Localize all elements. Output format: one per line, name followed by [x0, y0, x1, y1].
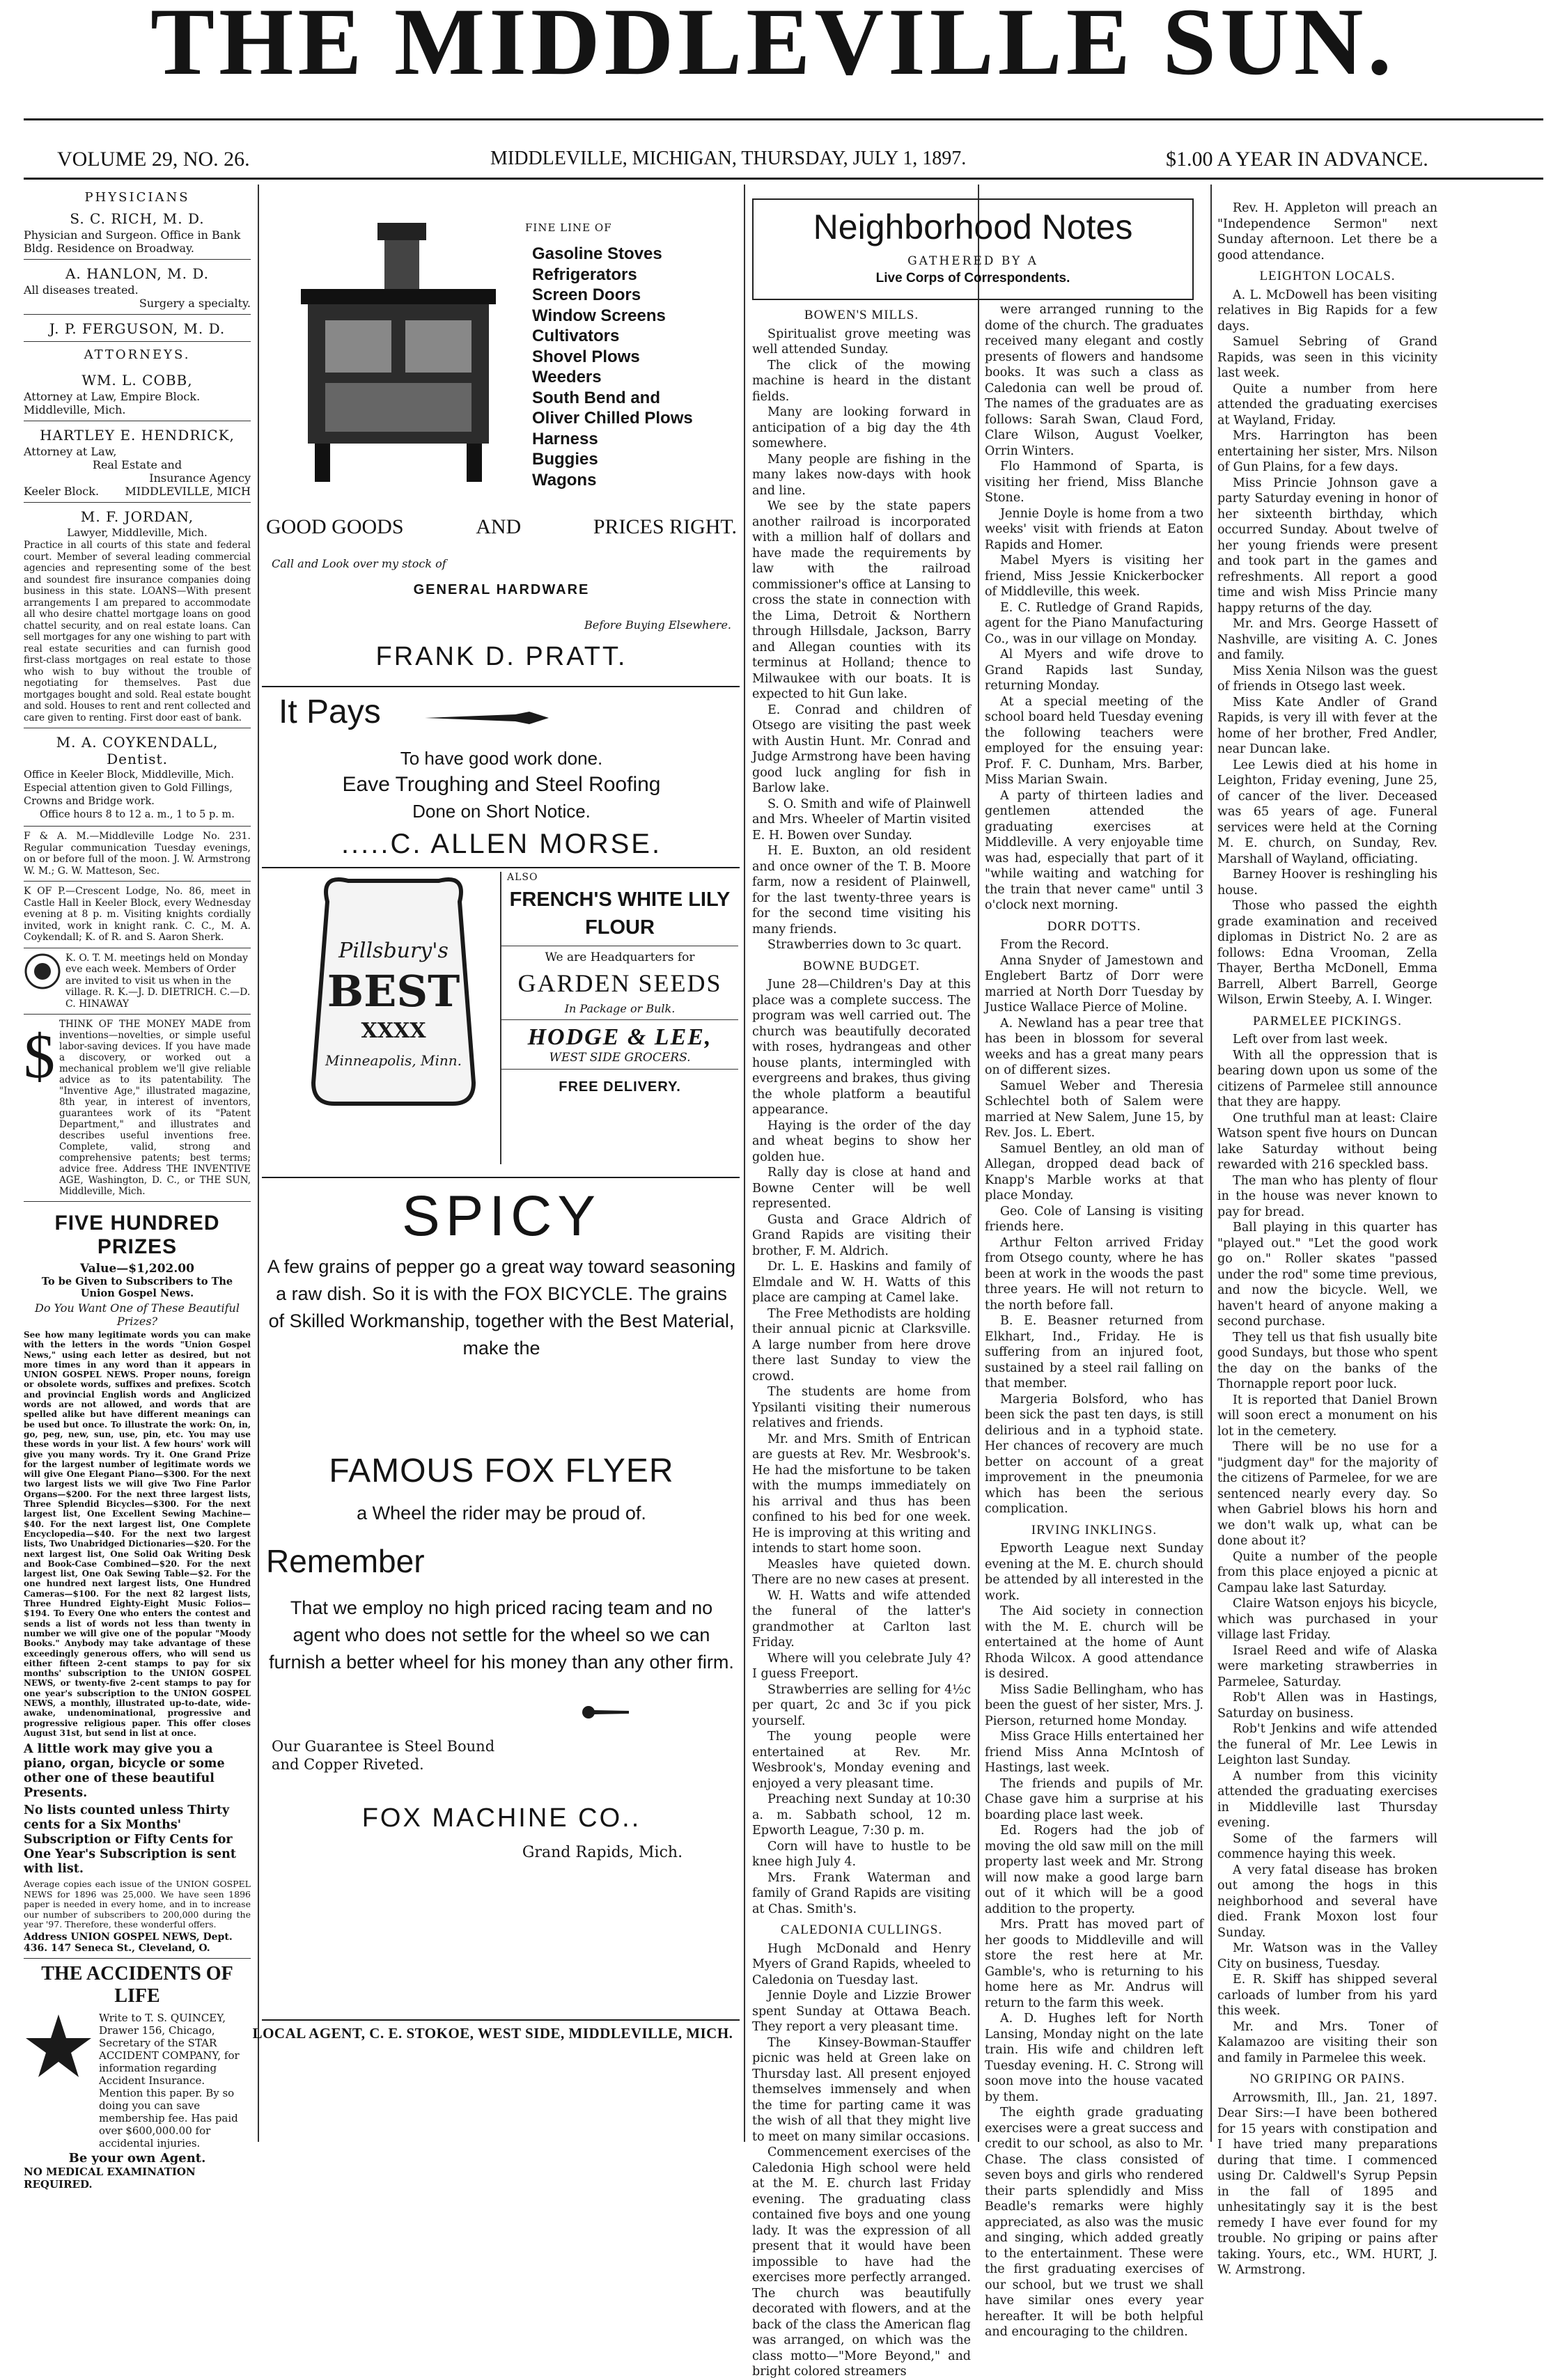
news-item: The man who has plenty of flour in the house was never known to pay for bread.	[1217, 1173, 1437, 1219]
pointing-hand-icon	[425, 710, 550, 726]
news-item: The friends and pupils of Mr. Chase gave him a surprise at his boarding place last week.	[985, 1776, 1203, 1822]
news-item: They tell us that fish usually bite good Sundays, but those who spent the day on the banks of the Thornapple report poor luck.	[1217, 1330, 1437, 1391]
prizes-fine-print: Average copies each issue of the UNION GOSPEL NEWS for 1896 was 25,000. We have seen 1896 paper is needed in every home, and in to increase our number of subscribers to 200,000 during the year '97. Therefore, these wonderful offers.	[24, 1879, 251, 1930]
hardware-item: Shovel Plows	[532, 347, 640, 366]
news-item: Gusta and Grace Aldrich of Grand Rapids are visiting their brother, F. M. Aldrich.	[752, 1212, 971, 1258]
news-item: were arranged running to the dome of the church. The graduates received many elegant and costly presents of flowers and handsome books. It was such a class as Caledonia can well be proud of. The names of the graduates are as follows: Sarah Swan, Claud Ford, Clare Wilson, August Voelker, Orrin Winters.	[985, 303, 1203, 458]
card-rich-text: Physician and Surgeon. Office in Bank Bldg. Residence on Broadway.	[24, 228, 241, 255]
card-hendrick-line1: Attorney at Law,	[24, 445, 117, 458]
ad-divider	[262, 686, 740, 687]
card-divider	[24, 1014, 251, 1015]
card-hendrick-line4	[24, 485, 251, 498]
hardware-item: Window Screens	[532, 306, 666, 325]
news-item: Some of the farmers will commence haying this week.	[1217, 1831, 1437, 1861]
news-item: Arrowsmith, Ill., Jan. 21, 1897. Dear Sirs:—I have been bothered for 15 years with constipation and I have tried many preparations during that time. I commenced using Dr. Caldwell's Syrup Pepsin in the fall of 1895 and unhesitatingly say it is the best remedy I have ever found for my trouble. No griping or pains after taking. Yours, etc., WM. HURT, J. W. Armstrong.	[1217, 2090, 1437, 2277]
news-item: E. C. Rutledge of Grand Rapids, agent for the Piano Manufacturing Co., was in our village on Monday.	[985, 600, 1203, 646]
prices-right: PRICES RIGHT.	[593, 515, 737, 538]
hardware-ad	[266, 202, 737, 550]
news-item: Barney Hoover is reshingling his house.	[1217, 868, 1437, 898]
free-delivery: FREE DELIVERY.	[559, 1079, 681, 1095]
card-coykendall-text: Office in Keeler Block, Middleville, Mich. Especial attention given to Gold Fillings, Crowns and Bridge work.	[24, 769, 234, 807]
section-heading: NO GRIPING OR PAINS.	[1249, 2072, 1405, 2086]
section-heading: PARMELEE PICKINGS.	[1253, 1013, 1402, 1028]
news-item: Measles have quieted down. There are no new cases at present.	[752, 1557, 971, 1587]
news-item: Mabel Myers is visiting her friend, Miss Jessie Knickerbocker of Middleville, this week.	[985, 554, 1203, 599]
fox-company: FOX MACHINE CO..	[361, 1803, 641, 1833]
news-item: Hugh McDonald and Henry Myers of Grand Rapids, wheeled to Caledonia on Tuesday last.	[752, 1941, 971, 1987]
news-item: Rally day is close at hand and Bowne Center will be well represented.	[752, 1166, 971, 1211]
neighborhood-notes-banner	[752, 198, 1194, 300]
directory-column	[24, 185, 251, 2191]
card-hendrick-line2: Real Estate and	[92, 458, 182, 471]
news-item: S. O. Smith and wife of Plainwell and Mrs. Wheeler of Martin visited E. H. Bowen over Sunday.	[752, 797, 971, 843]
news-item: Al Myers and wife drove to Grand Rapids last Sunday, returning Monday.	[985, 648, 1203, 693]
general-hardware: GENERAL HARDWARE	[413, 582, 590, 597]
fox-guarantee: Our Guarantee is Steel Bound and Copper Riveted.	[272, 1738, 495, 1773]
news-item: A. L. McDowell has been visiting relatives in Big Rapids for a few days.	[1217, 288, 1437, 334]
morse-line2: Eave Troughing and Steel Roofing	[342, 773, 661, 796]
prizes-title: FIVE HUNDRED PRIZES	[54, 1212, 220, 1258]
news-item: A. Newland has a pear tree that has been in blossom for several weeks and has a great many pears on of different sizes.	[985, 1016, 1203, 1077]
card-divider	[24, 826, 251, 827]
frenchs-flour: FRENCH'S WHITE LILY FLOUR	[509, 888, 731, 939]
news-item: Where will you celebrate July 4? I guess Freeport.	[752, 1651, 971, 1681]
news-item: Corn will have to hustle to be knee high July 4.	[752, 1839, 971, 1869]
news-item: Arthur Felton arrived Friday from Otsego county, where he has been at work in the woods the past three years. He will not return to the north before fall.	[985, 1235, 1203, 1313]
card-jordan-sub: Lawyer, Middleville, Mich.	[67, 526, 208, 539]
news-item: Rob't Jenkins and wife attended the funeral of Mr. Lee Lewis in Leighton last Sunday.	[1217, 1722, 1437, 1767]
news-item: Mr. Watson was in the Valley City on business, Tuesday.	[1217, 1941, 1437, 1971]
news-item: B. E. Beasner returned from Elkhart, Ind., Friday. He is suffering from an injured foot, sustained by a steel rail falling on that member.	[985, 1314, 1203, 1391]
accidents-no-exam: NO MEDICAL EXAMINATION REQUIRED.	[24, 2165, 196, 2191]
ad-divider	[262, 867, 740, 868]
place-and-date: MIDDLEVILLE, MICHIGAN, THURSDAY, JULY 1, 1897.	[490, 148, 967, 169]
news-item: Miss Xenia Nilson was the guest of friends in Otsego last week.	[1217, 664, 1437, 694]
news-item: Many are looking forward in anticipation of a big day the 4th somewhere.	[752, 405, 971, 451]
sack-xxxx: XXXX	[361, 1019, 426, 1043]
news-item: The Free Methodists are holding their annual picnic at Clarksville. A large number from here drove there last Sunday to view the crowd.	[752, 1306, 971, 1384]
star-emblem-icon	[24, 2012, 93, 2081]
news-item: Many people are fishing in the many lakes now-days with hook and line.	[752, 452, 971, 498]
news-item: It is reported that Daniel Brown will soon erect a monument on his lot in the cemetery.	[1217, 1393, 1437, 1439]
news-item: Miss Grace Hills entertained her friend Miss Anna McIntosh of Hastings, last week.	[985, 1730, 1203, 1775]
notes-column-c	[1217, 201, 1437, 2277]
card-divider	[24, 1958, 251, 1959]
news-item: The Kinsey-Bowman-Stauffer picnic was held at Green lake on Thursday last. All present enjoyed themselves immensely and when the time for parting came it was the wish of all that they might live to meet on many similar occasions.	[752, 2035, 971, 2144]
card-hendrick-town: MIDDLEVILLE, MICH	[125, 485, 251, 498]
garden-seeds: GARDEN SEEDS	[517, 969, 722, 997]
news-item: Jennie Doyle is home from a two weeks' visit with friends at Eaton Rapids and Homer.	[985, 506, 1203, 552]
ad-divider	[262, 1177, 740, 1178]
news-item: A. D. Hughes left for North Lansing, Monday night on the late train. His wife and children left Tuesday evening. H. C. Strong will soon move into the house vacated by them.	[985, 2012, 1203, 2104]
sack-brand: Pillsbury's	[338, 939, 449, 963]
news-item: Ball playing in this quarter has "played out." "Let the good work go on." Roller skates "passed under the rod" some time previous, and now the bicycle. Well, we haven't heard of anyone making a second purchase.	[1217, 1221, 1437, 1329]
flour-sack-illustration-icon	[299, 874, 488, 1111]
card-divider	[24, 502, 251, 503]
news-item: At a special meeting of the school board held Tuesday evening the following teachers were employed for the ensuing year: Prof. F. C. Dunham, Mrs. Barber, Miss Marian Swain.	[985, 694, 1203, 787]
section-heading: BOWNE BUDGET.	[803, 958, 920, 973]
card-divider	[501, 1069, 738, 1070]
morse-text	[272, 745, 731, 824]
column-rule-1	[258, 185, 259, 2142]
lodge-masons: F & A. M.—Middleville Lodge No. 231. Regular communication Tuesday evenings, on or before full of the moon. J. W. Armstrong W. M.; G. W. Matteson, Sec.	[24, 831, 251, 877]
merchant-pratt: FRANK D. PRATT.	[375, 642, 627, 671]
news-item: The eighth grade graduating exercises were a great success and credit to our school, as also to Mr. Chase. The class consisted of seven boys and girls who rendered their parts splendidly and Miss Beadle's remarks were highly appreciated, as also was the music and singing, which added greatly to the entertainment. These were the first graduating exercises of our school, but we trust we shall have similar ones every year hereafter. It will be both helpful and encouraging to the children.	[985, 2106, 1203, 2339]
attorneys-heading: ATTORNEYS.	[84, 347, 191, 362]
it-pays: It Pays	[279, 694, 381, 730]
news-item: Mr. and Mrs. George Hassett of Nashville, are visiting A. C. Jones and family.	[1217, 617, 1437, 662]
news-item: One truthful man at least: Claire Watson spent five hours on Duncan lake Saturday without being rewarded with 216 speckled bass.	[1217, 1111, 1437, 1172]
morse-line1: To have good work done.	[400, 748, 603, 769]
notes-column-a	[752, 302, 971, 2379]
remember-heading: Remember	[266, 1543, 425, 1579]
section-heading: CALEDONIA CULLINGS.	[780, 1923, 943, 1937]
news-item: The students are home from Ypsilanti visiting their numerous relatives and friends.	[752, 1385, 971, 1430]
subscription-price: $1.00 A YEAR IN ADVANCE.	[1166, 148, 1428, 171]
accidents-text: Write to T. S. QUINCEY, Drawer 156, Chicago, Secretary of the STAR ACCIDENT COMPANY, for information regarding Accident Insurance. Mention this paper. By so doing you can save membership fee. Has paid over $600,000.00 for accidental injuries.	[99, 2011, 240, 2150]
hardware-item: Oliver Chilled Plows	[532, 409, 693, 428]
card-divider	[24, 881, 251, 882]
news-item: Mr. and Mrs. Toner of Kalamazoo are visiting their son and family in Parmelee this week.	[1217, 2019, 1437, 2065]
maccabees-emblem-icon	[24, 953, 61, 990]
fox-paragraph-2: That we employ no high priced racing team and no agent who does not settle for the wheel so we can furnish a better wheel for his money than any other firm.	[269, 1597, 734, 1673]
section-heading: BOWEN'S MILLS.	[804, 308, 919, 322]
news-item: Mrs. Harrington has been entertaining her sister, Mrs. Nilson of Gun Plains, for a few days.	[1217, 429, 1437, 474]
card-hanlon-specialty: Surgery a specialty.	[139, 297, 251, 310]
news-item: W. H. Watts and wife attended the funeral of the latter's grandmother at Carlton last Friday.	[752, 1588, 971, 1650]
news-item: Commencement exercises of the Caledonia High school were held at the M. E. church last Friday evening. The graduating class contained five boys and one young lady. It was the expression of all present that it would have been impossible to have had the exercises more perfectly arranged. The church was beautifully decorated with flowers, and at the back of the class the American flag was arranged, on which was the class motto—"More Beyond," and bright colored streamers	[752, 2145, 971, 2379]
masthead-rule-top	[24, 118, 1543, 120]
news-item: Miss Kate Andler of Grand Rapids, is very ill with fever at the home of her brother, Fred Andler, near Duncan lake.	[1217, 695, 1437, 756]
news-item: Ed. Rogers had the job of moving the old saw mill on the mill property last week and Mr. Strong will now make a good large barn out of it which will be a good addition to the property.	[985, 1824, 1203, 1916]
news-item: Samuel Weber and Theresia Schlechtel both of Salem were married at New Salem, June 15, by Rev. Jos. L. Ebert.	[985, 1079, 1203, 1140]
news-item: Miss Princie Johnson gave a party Saturday evening in honor of her sixteenth birthday, which occurred Sunday. About twelve of her young friends were present and took part in the games and refreshments. All report a good time and wish Miss Princie many happy returns of the day.	[1217, 476, 1437, 616]
news-item: A party of thirteen ladies and gentlemen attended the graduating exercises at Middleville. A very enjoyable time was had, especially that part of it "while waiting and watching for the train that never came" until 3 o'clock next morning.	[985, 788, 1203, 912]
notes-column-b	[985, 302, 1203, 2339]
news-item: The click of the mowing machine is heard in the distant fields.	[752, 358, 971, 404]
news-item: E. R. Skiff has shipped several carloads of lumber from his yard this week.	[1217, 1973, 1437, 2018]
news-item: Strawberries are selling for 4½c per quart, 2c and 3c if you pick yourself.	[752, 1682, 971, 1728]
morse-line3: Done on Short Notice.	[412, 801, 591, 822]
news-item: Claire Watson enjoys his bicycle, which was purchased in your village last Friday.	[1217, 1597, 1437, 1642]
headquarters: We are Headquarters for	[545, 950, 695, 964]
column-rule-2	[744, 185, 745, 2142]
sack-city: Minneapolis, Minn.	[325, 1052, 462, 1069]
news-item: Left over from last week.	[1233, 1033, 1388, 1047]
hardware-item: Screen Doors	[532, 285, 641, 304]
hardware-item: Wagons	[532, 470, 597, 490]
card-divider	[24, 341, 251, 342]
news-item: Mrs. Pratt has moved part of her goods to Middleville and will store the rest here at Mr. Gamble's, who is returning to his home here as Mr. Andrus will return to the farm this week.	[985, 1918, 1203, 2010]
card-divider	[24, 259, 251, 260]
lodge-maccabees-text: K. O. T. M. meetings held on Monday eve each week. Members of Order are invited to visit us when in the village. R. K.—J. D. DIETRICH. C.—D. C. HINAWAY	[65, 952, 251, 1010]
news-item: The young people were entertained at Rev. Mr. Wesbrook's, Monday evening and enjoyed a very pleasant time.	[752, 1730, 971, 1791]
news-item: From the Record.	[1000, 938, 1109, 952]
hardware-item: Weeders	[532, 368, 602, 386]
volume-number: VOLUME 29, NO. 26.	[57, 148, 250, 171]
card-rich-name: S. C. RICH, M. D.	[70, 210, 205, 227]
news-item: E. Conrad and children of Otsego are visiting the past week with Austin Hunt. Mr. Conrad and Judge Armstrong have been having good luck angling for fish in Barlow lake.	[752, 703, 971, 795]
news-item: Israel Reed and wife of Alaska were marketing strawberries in Parmelee, Saturday.	[1217, 1643, 1437, 1689]
west-side-grocers: WEST SIDE GROCERS.	[549, 1051, 691, 1065]
card-hanlon-text: All diseases treated.	[24, 283, 139, 297]
physicians-heading: PHYSICIANS	[84, 190, 190, 205]
card-jordan-name: M. F. JORDAN,	[80, 508, 194, 525]
news-item: June 28—Children's Day at this place was a complete success. The program was well carried out. The church was beautifully decorated with roses, hydrangeas and other house plants, intermingled with evergreens and brakes, thus giving the whole platform a beautiful appearance.	[752, 978, 971, 1117]
news-item: The Aid society in connection with the M. E. church will be entertained at the home of Aunt Rhoda Wilcox. A good attendance is desired.	[985, 1604, 1203, 1681]
news-item: A number from this vicinity attended the graduating exercises in Middleville last Thursday evening.	[1217, 1769, 1437, 1830]
prizes-address: Address UNION GOSPEL NEWS, Dept. 436. 147 Seneca St., Cleveland, O.	[24, 1931, 233, 1954]
prizes-little-work: A little work may give you a piano, organ, bicycle or some other one of these beautiful Presents.	[24, 1742, 225, 1801]
column-rule-3	[978, 185, 979, 2142]
accidents-own-agent: Be your own Agent.	[68, 2150, 206, 2166]
sack-best: BEST	[327, 966, 460, 1017]
hodge-lee: HODGE & LEE,	[527, 1024, 712, 1050]
pointing-hand-icon	[582, 1705, 630, 1719]
card-coykendall-hours: Office hours 8 to 12 a. m., 1 to 5 p. m.	[40, 809, 235, 820]
prizes-no-lists: No lists counted unless Thirty cents for a Six Months' Subscription or Fifty Cents for One Year's Subscription is sent with list.	[24, 1803, 236, 1877]
good-goods: GOOD GOODS	[266, 515, 404, 538]
section-heading: LEIGHTON LOCALS.	[1259, 269, 1396, 283]
news-item: Dr. L. E. Haskins and family of Elmdale and W. H. Watts of this place are camping at Camel lake.	[752, 1260, 971, 1305]
prizes-value: Value—$1,202.00	[80, 1262, 194, 1276]
news-item: We see by the state papers another railroad is incorporated with a million half of dollars and have made the requirements by law with the railroad commissioner's office at Lansing to cross the state in connection with the Lima, Detroit & Northern through Hillsdale, Jackson, Barry and Allegan counties with its terminus at Holland; thence to Milwaukee with our boats. It is expected to hit Gun lake.	[752, 499, 971, 701]
fox-city: Grand Rapids, Mich.	[522, 1844, 683, 1861]
news-item: Preaching next Sunday at 10:30 a. m. Sabbath school, 12 m. Epworth League, 7:30 p. m.	[752, 1792, 971, 1838]
card-cobb-text: Attorney at Law, Empire Block. Middleville, Mich.	[24, 390, 201, 416]
good-goods-line	[266, 515, 737, 539]
hardware-item: Cultivators	[532, 327, 620, 345]
prizes-body: See how many legitimate words you can make with the letters in the words "Union Gospel News," using each letter as desired, but not more times in any word than it appears in UNION GOSPEL NEWS. Proper nouns, foreign or obsolete words, suffixes and prefixes. Scotch and provincial English words and Anglicized words are not allowed, and words that are spelled alike but have different meanings can be used but once. To illustrate the work: On, in, go, peg, new, sun, use, pin, etc. You may use these words in your list. A few hours' work will give you many words. Try it. One Grand Prize for the largest number of legitimate words we will give One Elegant Piano—$300. For the next two largest lists we will give Two Fine Parlor Organs—$200. For the next three largest lists, Three Splendid Bicycles—$300. For the next largest list, One Excellent Sewing Machine—$40. For the next largest list, One Complete Encyclopedia—$40. For the next two largest lists, Two Unabridged Dictionaries—$20. For the next largest list, One Solid Oak Writing Desk and Book-Case Combined—$20. For the next largest list, One Oak Sewing Table—$2. For the one hundred next largest lists, One Hundred Cameras—$100. For the next 82 largest lists, Three Hundred Eighty-Eight Music Folios—$194. To Every One who enters the contest and sends a list of words not less than twenty in number we will give one of the popular "Moody Books." Anybody may take advantage of these exceedingly generous offers, who will send us either fifteen 2-cent stamps to pay for six months' subscription to the UNION GOSPEL NEWS, or twenty-five 2-cent stamps to pay for one year's subscription to the UNION GOSPEL NEWS, a monthly, illustrated up-to-date, wide-awake, undenominational, progressive and progressive religious paper. This offer closes August 31st, but send in list at once.	[24, 1330, 251, 1738]
news-item: Geo. Cole of Lansing is visiting friends here.	[985, 1204, 1203, 1234]
card-coykendall-name: M. A. COYKENDALL, Dentist.	[56, 734, 219, 767]
card-divider	[24, 1201, 251, 1202]
news-item: Haying is the order of the day and wheat begins to show her golden hue.	[752, 1118, 971, 1164]
news-item: Mr. and Mrs. Smith of Entrican are guests at Rev. Mr. Wesbrook's. He had the misfortune to be taken with the mumps immediately on his arrival and thus has been confined to his bed for one week. He is improving at this writing and intends to start home soon.	[752, 1432, 971, 1556]
news-item: Spiritualist grove meeting was well attended Sunday.	[752, 327, 971, 357]
news-item: Epworth League next Sunday evening at the M. E. church should be attended by all interested in the work.	[985, 1542, 1203, 1603]
news-item: Quite a number of the people from this place enjoyed a picnic at Campau lake last Saturday.	[1217, 1549, 1437, 1595]
notes-live-corps: Live Corps of Correspondents.	[875, 271, 1070, 285]
news-item: Flo Hammond of Sparta, is visiting her friend, Miss Blanche Stone.	[985, 460, 1203, 505]
before-buying: Before Buying Elsewhere.	[584, 618, 731, 632]
fine-line-label: FINE LINE OF	[525, 221, 612, 234]
hardware-item: Harness	[532, 429, 598, 448]
notes-gathered: GATHERED BY A	[907, 254, 1038, 268]
news-item: Anna Snyder of Jamestown and Englebert Bartz of Dorr were married at North Dorr Tuesday by Justice Wallace Pierce of Moline.	[985, 953, 1203, 1015]
card-jordan-text: Practice in all courts of this state and federal court. Member of several leading commercial agencies and representing some of the best and soundest fire insurance companies doing business in this state. LOANS—With present arrangements I am prepared to accommodate all who desire chattel mortgage loans on good chattel security, and on real estate loans. Can sell mortgages for any one wishing to part with real estate securities and can furnish good first-class mortgages on real estate to those who wish to buy without the trouble of negotiating for themselves. Past due mortgages bought and sold. Real estate bought and sold. Houses to rent and rent collected and care given to renting. First door east of bank.	[24, 540, 251, 723]
card-cobb-name: WM. L. COBB,	[81, 372, 193, 389]
hardware-item: Refrigerators	[532, 265, 637, 284]
card-divider	[24, 314, 251, 315]
fox-wheel-line: a Wheel the rider may be proud of.	[357, 1503, 646, 1524]
newspaper-title: THE MIDDLEVILLE SUN.	[150, 0, 1396, 95]
seeds-box	[500, 872, 738, 1164]
inventive-age-text: THINK OF THE MONEY MADE from inventions—novelties, or simple useful labor-saving devices. If you have made a discovery, or worked out a mechanical problem we'll give reliable advice as to its patentability. The "Inventive Age," illustrated magazine, 8th year, in interest of inventors, guarantees work of its "Patent Department," and illustrates and describes useful inventions free. Complete, valid, strong and comprehensive patents; best terms; advice free. Address THE INVENTIVE AGE, Washington, D. C., or THE SUN, Middleville, Mich.	[59, 1019, 251, 1197]
hardware-item: Gasoline Stoves	[532, 244, 662, 263]
notes-title: Neighborhood Notes	[813, 208, 1133, 246]
news-item: Mrs. Frank Waterman and family of Grand Rapids are visiting at Chas. Smith's.	[752, 1870, 971, 1916]
dateline	[24, 148, 1543, 175]
lodge-maccabees	[24, 953, 251, 1010]
news-item: Rob't Allen was in Hastings, Saturday on business.	[1217, 1691, 1437, 1721]
inventive-age-ad	[24, 1019, 251, 1197]
card-hendrick-name: HARTLEY E. HENDRICK,	[40, 427, 235, 444]
also-label: ALSO	[507, 872, 538, 883]
card-hanlon-name: A. HANLON, M. D.	[65, 265, 210, 282]
spicy-heading: SPICY	[401, 1184, 602, 1248]
news-item: Samuel Sebring of Grand Rapids, was seen in this vicinity last week.	[1217, 335, 1437, 380]
section-heading: IRVING INKLINGS.	[1031, 1522, 1157, 1537]
hardware-item: South Bend and	[532, 388, 660, 407]
lodge-knights-pythias: K OF P.—Crescent Lodge, No. 86, meet in Castle Hall in Keeler Block, every Wednesday evening at 8 p. m. Visiting knights cordially invited, work in knight rank. C. C., M. A. Coykendall; K. of R. and S. Aaron Sherk.	[24, 886, 251, 943]
card-divider	[501, 1019, 738, 1020]
masthead-rule-bottom	[24, 178, 1543, 180]
hardware-item: Buggies	[532, 450, 598, 469]
news-item: Margeria Bolsford, who has been sick the past ten days, is still delirious and in a typhoid state. Her chances of recovery are much better on account of a great improvement in the pneumonia which has been the serious complication.	[985, 1392, 1203, 1516]
news-item: Strawberries down to 3c quart.	[767, 938, 962, 952]
news-item: Jennie Doyle and Lizzie Brower spent Sunday at Ottawa Beach. They report a very pleasant time.	[752, 1989, 971, 2034]
card-ferguson-name: J. P. FERGUSON, M. D.	[49, 320, 226, 337]
news-item: Lee Lewis died at his home in Leighton, Friday evening, June 25, of cancer of the liver. Deceased was 65 years of age. Funeral services were held at the Corning M. E. church, on Sunday, Rev. Marshall of Wayland, officiating.	[1217, 758, 1437, 866]
news-item: Those who passed the eighth grade examination and received diplomas in District No. 2 are as follows: Edna Vrooman, Zella Thayer, Bertha McDonell, Emma Barrell, Albert Barrell, George Wilson, Erwin Steeby, A. I. Winger.	[1217, 899, 1437, 1007]
news-item: Rev. H. Appleton will preach an "Independence Sermon" next Sunday afternoon. Let there be a good attendance.	[1217, 201, 1437, 263]
package-or-bulk: In Package or Bulk.	[564, 1002, 676, 1015]
section-heading: DORR DOTTS.	[1047, 918, 1141, 934]
prizes-question: Do You Want One of These Beautiful Prizes?	[35, 1301, 240, 1328]
news-item: H. E. Buxton, an old resident and once owner of the T. B. Moore farm, now a resident of Plainwell, for the last twenty-three years is for the second time visiting his many friends.	[752, 844, 971, 937]
card-hendrick-block: Keeler Block.	[24, 485, 100, 498]
accidents-body	[24, 2012, 251, 2150]
ad-divider	[262, 2019, 740, 2021]
accidents-title: THE ACCIDENTS OF LIFE	[41, 1962, 233, 2007]
news-item: Quite a number from here attended the graduating exercises at Wayland, Friday.	[1217, 382, 1437, 428]
news-item: There will be no use for a "judgment day" for the majority of the citizens of Parmelee, for we are sentenced nearly every day. So when Gabriel blows his horn and we don't walk up, what can be done about it?	[1217, 1440, 1437, 1548]
news-item: Miss Sadie Bellingham, who has been the guest of her sister, Mrs. J. Pierson, returned home Monday.	[985, 1682, 1203, 1728]
prizes-to-be-given: To be Given to Subscribers to The Union Gospel News.	[41, 1276, 233, 1299]
column-rule-4	[1210, 185, 1212, 2142]
morse-name: .....C. ALLEN MORSE.	[341, 829, 662, 859]
famous-fox-flyer: FAMOUS FOX FLYER	[329, 1453, 674, 1489]
news-item: With all the oppression that is bearing down upon us some of the citizens of Parmelee still announce that they are happy.	[1217, 1048, 1437, 1109]
fox-local-agent: LOCAL AGENT, C. E. STOKOE, WEST SIDE, MIDDLEVILLE, MICH.	[252, 2025, 733, 2042]
card-hendrick-line3: Insurance Agency	[149, 471, 251, 485]
dollar-sign-icon: $	[24, 1022, 55, 1091]
cook-stove-illustration-icon	[273, 223, 517, 494]
news-item: Samuel Bentley, an old man of Allegan, dropped dead back of Knapp's Marble works at that place Monday.	[985, 1141, 1203, 1203]
and-word: AND	[476, 515, 522, 538]
call-look: Call and Look over my stock of	[272, 557, 446, 570]
fox-paragraph-1: A few grains of pepper go a great way toward seasoning a raw dish. So it is with the FOX BICYCLE. The grains of Skilled Workmanship, together with the Best Material, make the	[267, 1256, 736, 1359]
news-item: A very fatal disease has broken out among the hogs in this neighborhood and several have died. Frank Moxon lost four Sunday.	[1217, 1863, 1437, 1940]
hardware-items-list	[532, 244, 734, 490]
